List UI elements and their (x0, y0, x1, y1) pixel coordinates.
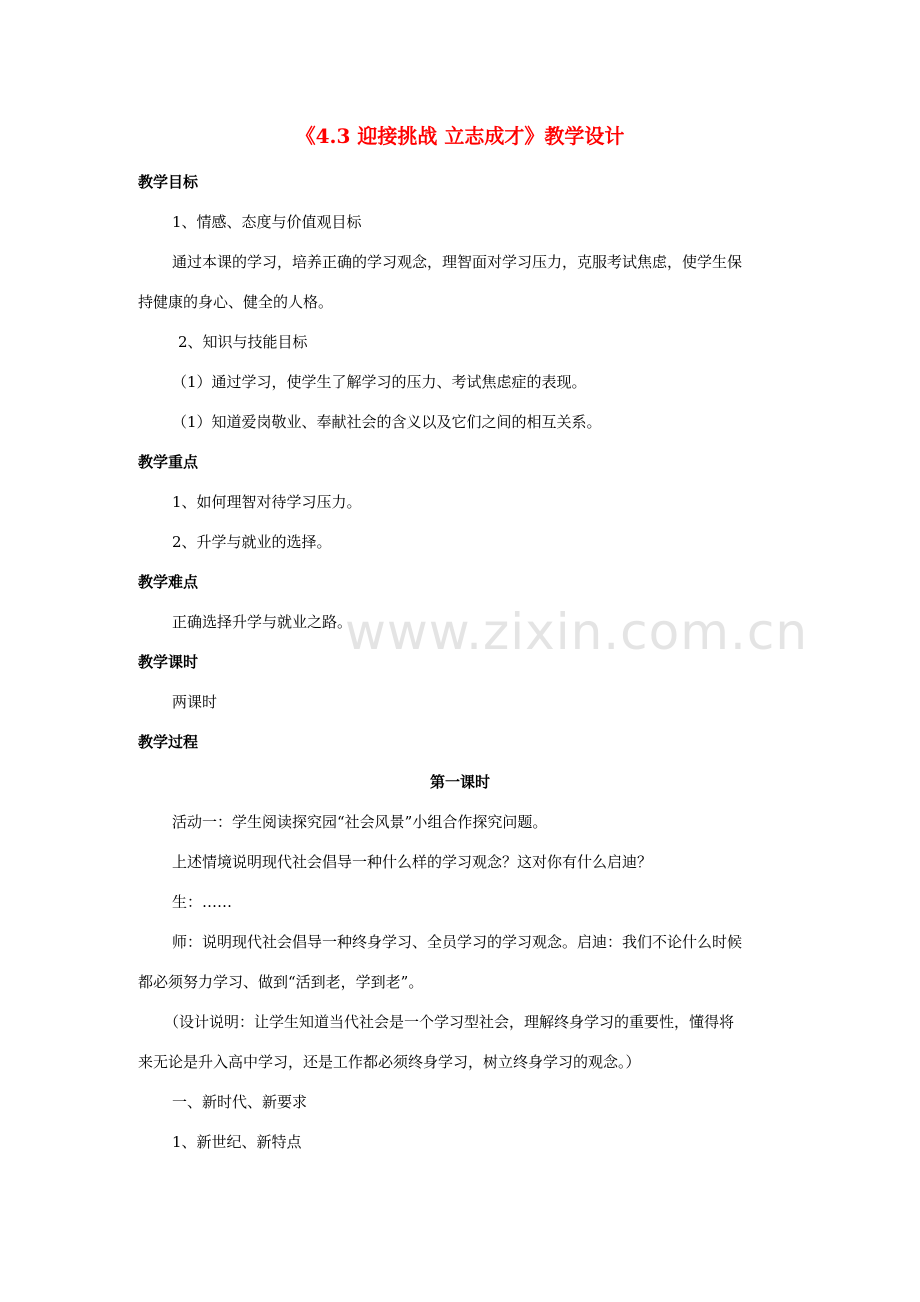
section1-item1: 1、新世纪、新特点 (172, 1133, 302, 1151)
question-text: 上述情境说明现代社会倡导一种什么样的学习观念？这对你有什么启迪？ (172, 853, 653, 871)
key-item2: 2、升学与就业的选择。 (172, 533, 332, 551)
goals-heading: 教学目标 (138, 173, 199, 191)
document-title: 《4.3 迎接挑战 立志成才》教学设计 (295, 124, 625, 148)
goal1-title: 1、情感、态度与价值观目标 (172, 213, 362, 231)
key-item1: 1、如何理智对待学习压力。 (172, 493, 362, 511)
watermark: www.zixin.com.cn (345, 603, 809, 661)
difficulty-text: 正确选择升学与就业之路。 (172, 613, 353, 631)
teacher-text-line1: 师：说明现代社会倡导一种终身学习、全员学习的学习观念。启迪：我们不论什么时候 (172, 933, 743, 951)
goal2-title: 2、知识与技能目标 (178, 333, 308, 351)
section1-heading: 一、新时代、新要求 (172, 1093, 308, 1111)
goal2-item2: （1）知道爱岗敬业、奉献社会的含义以及它们之间的相互关系。 (172, 413, 602, 431)
design-note-line1: （设计说明：让学生知道当代社会是一个学习型社会，理解终身学习的重要性，懂得将 (164, 1013, 735, 1031)
student-response: 生：…… (172, 893, 233, 911)
hours-text: 两课时 (172, 693, 218, 711)
goal1-text-line2: 持健康的身心、健全的人格。 (138, 293, 334, 311)
lesson1-heading: 第一课时 (429, 773, 490, 791)
teacher-text-line2: 都必须努力学习、做到“活到老，学到老”。 (138, 973, 424, 991)
goal1-text-line1: 通过本课的学习，培养正确的学习观念，理智面对学习压力，克服考试焦虑，使学生保 (172, 253, 743, 271)
design-note-line2: 来无论是升入高中学习，还是工作都必须终身学习，树立终身学习的观念。） (138, 1053, 641, 1071)
activity1-text: 活动一：学生阅读探究园“社会风景”小组合作探究问题。 (172, 813, 548, 831)
goal2-item1: （1）通过学习，使学生了解学习的压力、考试焦虑症的表现。 (172, 373, 587, 391)
process-heading: 教学过程 (138, 733, 199, 751)
difficulty-heading: 教学难点 (138, 573, 199, 591)
key-heading: 教学重点 (138, 453, 199, 471)
hours-heading: 教学课时 (138, 653, 199, 671)
